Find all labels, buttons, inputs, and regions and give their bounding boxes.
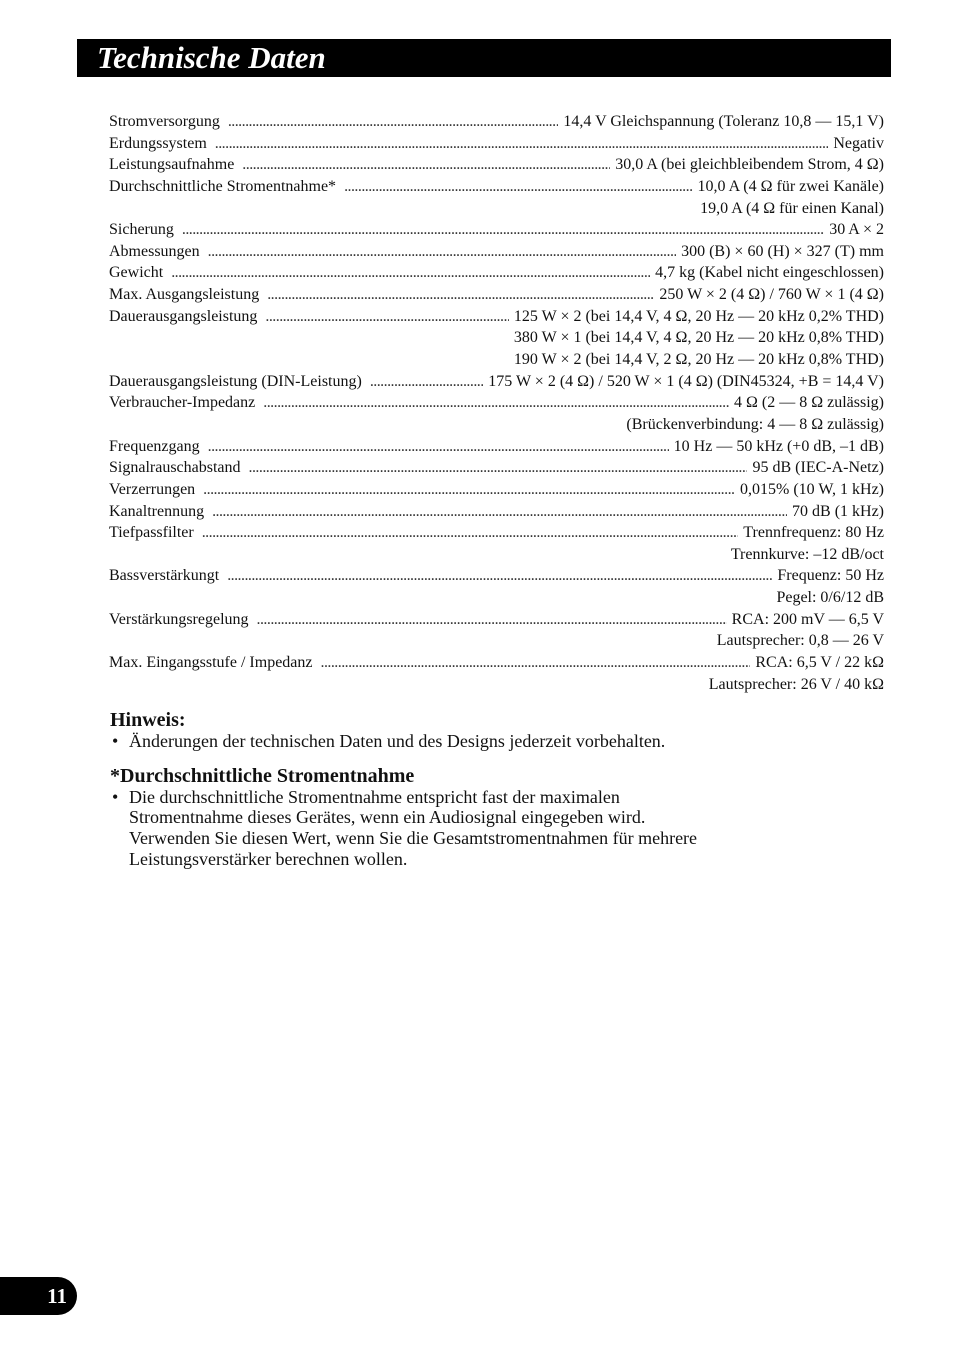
dot-leader	[263, 392, 729, 414]
spec-row	[109, 371, 884, 393]
spec-value: Negativ	[833, 134, 884, 152]
spec-row	[109, 306, 884, 328]
dot-leader	[227, 565, 772, 587]
spec-value: RCA: 200 mV — 6,5 V	[731, 610, 884, 628]
spec-value: 10 Hz — 50 kHz (+0 dB, –1 dB)	[673, 437, 884, 455]
bullet-text-line: Änderungen der technischen Daten und des Designs jederzeit vorbehalten.	[129, 730, 666, 751]
dot-leader	[370, 371, 483, 393]
spec-row	[109, 565, 884, 587]
spec-row	[109, 111, 884, 133]
note-heading: *Durchschnittliche Stromentnahme	[110, 765, 415, 787]
spec-row	[109, 392, 884, 414]
spec-value: 380 W × 1 (bei 14,4 V, 4 Ω, 20 Hz — 20 kHz 0,8% THD)	[513, 329, 884, 347]
spec-row	[109, 154, 884, 176]
dot-leader	[212, 501, 787, 523]
bullet-marker: •	[112, 730, 119, 751]
dot-leader	[208, 241, 676, 263]
spec-row	[109, 176, 884, 198]
spec-row	[109, 479, 884, 501]
spec-value: 175 W × 2 (4 Ω) / 520 W × 1 (4 Ω) (DIN45324, +B = 14,4 V)	[488, 372, 884, 390]
spec-row-continuation	[109, 674, 884, 696]
bullet-text-line: Stromentnahme dieses Gerätes, wenn ein Audiosignal eingegeben wird.	[129, 807, 646, 828]
spec-row	[109, 522, 884, 544]
spec-label: Tiefpassfilter	[109, 524, 194, 542]
spec-row	[109, 133, 884, 155]
bullet-text-line: Die durchschnittliche Stromentnahme entspricht fast der maximalen	[129, 786, 620, 807]
dot-leader	[171, 262, 650, 284]
spec-value: 4,7 kg (Kabel nicht eingeschlossen)	[655, 264, 884, 282]
spec-label: Verzerrungen	[109, 480, 196, 498]
spec-label: Sicherung	[109, 221, 174, 239]
dot-leader	[321, 652, 751, 674]
spec-value: 4 Ω (2 — 8 Ω zulässig)	[734, 394, 884, 412]
dot-leader	[228, 111, 559, 133]
spec-label: Leistungsaufnahme	[109, 156, 235, 174]
spec-value: 0,015% (10 W, 1 kHz)	[740, 480, 884, 498]
bullet-text-line: Verwenden Sie diesen Wert, wenn Sie die Gesamtstromentnahmen für mehrere	[129, 827, 698, 848]
page-title: Technische Daten	[97, 40, 326, 75]
spec-label: Verbraucher-Impedanz	[109, 394, 256, 412]
spec-label: Dauerausgangsleistung (DIN-Leistung)	[109, 372, 362, 390]
spec-value: (Brückenverbindung: 4 — 8 Ω zulässig)	[626, 415, 884, 433]
spec-label: Signalrauschabstand	[109, 459, 241, 477]
spec-row	[109, 284, 884, 306]
spec-value: 70 dB (1 kHz)	[792, 502, 884, 520]
spec-value: 300 (B) × 60 (H) × 327 (T) mm	[681, 242, 884, 260]
bullet-text	[129, 787, 697, 870]
spec-label: Max. Eingangsstufe / Impedanz	[109, 654, 313, 672]
spec-row	[109, 241, 884, 263]
dot-leader	[215, 133, 829, 155]
spec-row	[109, 436, 884, 458]
spec-label: Stromversorgung	[109, 113, 220, 130]
dot-leader	[344, 176, 692, 198]
spec-row	[109, 501, 884, 523]
spec-label: Gewicht	[109, 264, 164, 282]
spec-row	[109, 219, 884, 241]
dot-leader	[202, 522, 739, 544]
spec-value: 14,4 V Gleichspannung (Toleranz 10,8 — 15,1 V)	[563, 113, 884, 130]
spec-row-continuation	[109, 587, 884, 609]
spec-label: Erdungssystem	[109, 134, 207, 152]
spec-value: 250 W × 2 (4 Ω) / 760 W × 1 (4 Ω)	[659, 286, 884, 304]
dot-leader	[257, 609, 727, 631]
dot-leader	[242, 154, 610, 176]
spec-row	[109, 609, 884, 631]
spec-label: Dauerausgangsleistung	[109, 307, 258, 325]
spec-value: 30 A × 2	[829, 221, 884, 239]
spec-label: Bassverstärkungt	[109, 567, 220, 585]
dot-leader	[265, 306, 509, 328]
spec-value: Trennfrequenz: 80 Hz	[743, 524, 884, 542]
spec-value: 19,0 A (4 Ω für einen Kanal)	[700, 199, 884, 217]
spec-row	[109, 262, 884, 284]
note-bullet-item	[110, 787, 697, 870]
bullet-text-line: Leistungsverstärker berechnen wollen.	[129, 848, 408, 869]
dot-leader	[267, 284, 654, 306]
spec-label: Kanaltrennung	[109, 502, 205, 520]
spec-value: Frequenz: 50 Hz	[777, 567, 884, 585]
spec-value: 30,0 A (bei gleichbleibendem Strom, 4 Ω)	[615, 156, 884, 174]
spec-value: 95 dB (IEC-A-Netz)	[752, 459, 884, 477]
spec-value: Trennkurve: –12 dB/oct	[730, 545, 884, 563]
spec-row-continuation	[109, 327, 884, 349]
spec-value: RCA: 6,5 V / 22 kΩ	[755, 654, 884, 672]
spec-value: 125 W × 2 (bei 14,4 V, 4 Ω, 20 Hz — 20 kHz 0,2% THD)	[513, 307, 884, 325]
page-number-tab	[0, 1277, 77, 1315]
spec-label: Verstärkungsregelung	[109, 610, 249, 628]
spec-label: Durchschnittliche Stromentnahme*	[109, 177, 337, 195]
dot-leader	[249, 457, 748, 479]
spec-value: Lautsprecher: 0,8 — 26 V	[716, 632, 884, 650]
spec-value: 190 W × 2 (bei 14,4 V, 2 Ω, 20 Hz — 20 kHz 0,8% THD)	[513, 351, 884, 369]
spec-row-continuation	[109, 544, 884, 566]
spec-value: Lautsprecher: 26 V / 40 kΩ	[708, 675, 884, 693]
spec-row-continuation	[109, 630, 884, 652]
spec-value: Pegel: 0/6/12 dB	[776, 589, 884, 607]
dot-leader	[182, 219, 824, 241]
spec-row-continuation	[109, 198, 884, 220]
spec-row-continuation	[109, 414, 884, 436]
bullet-text	[129, 731, 665, 752]
spec-value: 10,0 A (4 Ω für zwei Kanäle)	[697, 177, 884, 195]
spec-row	[109, 457, 884, 479]
spec-row	[109, 652, 884, 674]
header-bar	[77, 39, 891, 77]
dot-leader	[208, 436, 669, 458]
note-bullet-item	[110, 731, 665, 752]
note-heading: Hinweis:	[110, 709, 186, 731]
bullet-marker: •	[112, 786, 119, 807]
dot-leader	[203, 479, 735, 501]
spec-label: Frequenzgang	[109, 437, 200, 455]
page-number: 11	[47, 1284, 67, 1308]
spec-row-continuation	[109, 349, 884, 371]
spec-label: Abmessungen	[109, 242, 200, 260]
spec-label: Max. Ausgangsleistung	[109, 286, 260, 304]
spec-list	[109, 111, 884, 695]
